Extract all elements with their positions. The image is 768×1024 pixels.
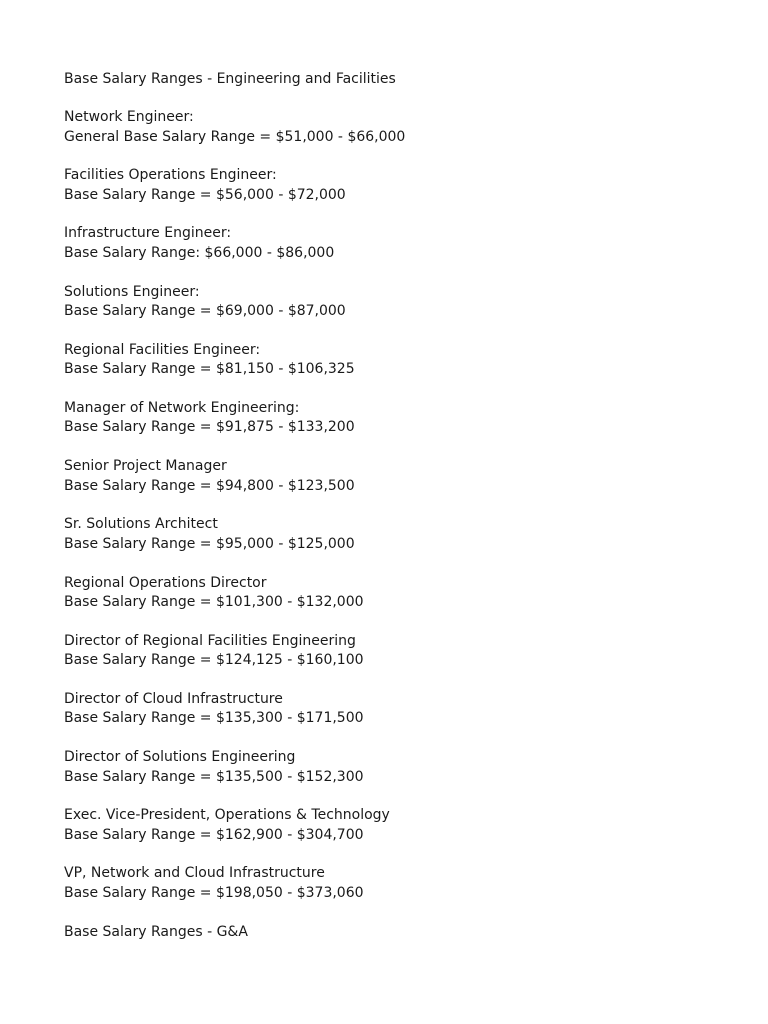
job-title: Sr. Solutions Architect [64, 516, 218, 533]
job-title: Director of Cloud Infrastructure [64, 690, 283, 707]
salary-range: General Base Salary Range = $51,000 - $66,000 [64, 128, 406, 145]
salary-entry [64, 341, 405, 399]
salary-range: Base Salary Range = $135,300 - $171,500 [64, 710, 364, 727]
salary-entry [64, 283, 405, 341]
salary-range: Base Salary Range = $124,125 - $160,100 [64, 652, 364, 669]
salary-entry [64, 457, 405, 515]
salary-entry [64, 632, 405, 690]
next-section-title: Base Salary Ranges - G&A [64, 924, 248, 940]
salary-range: Base Salary Range: $66,000 - $86,000 [64, 244, 335, 261]
salary-range: Base Salary Range = $95,000 - $125,000 [64, 535, 355, 552]
job-title: Solutions Engineer: [64, 283, 200, 300]
job-title: Senior Project Manager [64, 458, 227, 475]
salary-entry [64, 515, 405, 573]
document-title: Base Salary Ranges - Engineering and Facilities [64, 71, 396, 87]
salary-entry [64, 166, 405, 224]
salary-entry [64, 574, 405, 632]
salary-entry [64, 806, 405, 864]
job-title: Network Engineer: [64, 109, 194, 125]
job-title: Manager of Network Engineering: [64, 399, 300, 416]
salary-range: Base Salary Range = $94,800 - $123,500 [64, 477, 355, 494]
salary-range-list [64, 108, 405, 923]
job-title: Regional Facilities Engineer: [64, 341, 261, 358]
job-title: VP, Network and Cloud Infrastructure [64, 865, 325, 882]
job-title: Facilities Operations Engineer: [64, 167, 277, 184]
job-title: Director of Solutions Engineering [64, 749, 296, 766]
salary-range: Base Salary Range = $69,000 - $87,000 [64, 303, 346, 320]
salary-entry [64, 108, 405, 166]
job-title: Director of Regional Facilities Engineering [64, 632, 356, 649]
salary-range: Base Salary Range = $135,500 - $152,300 [64, 768, 364, 785]
job-title: Exec. Vice-President, Operations & Technology [64, 807, 390, 824]
salary-range: Base Salary Range = $162,900 - $304,700 [64, 826, 364, 843]
job-title: Regional Operations Director [64, 574, 267, 591]
salary-range: Base Salary Range = $56,000 - $72,000 [64, 186, 346, 203]
salary-entry [64, 690, 405, 748]
job-title: Infrastructure Engineer: [64, 225, 232, 242]
salary-entry [64, 864, 405, 922]
salary-range: Base Salary Range = $91,875 - $133,200 [64, 419, 355, 436]
salary-entry [64, 224, 405, 282]
salary-range: Base Salary Range = $81,150 - $106,325 [64, 361, 355, 378]
salary-entry [64, 748, 405, 806]
salary-range: Base Salary Range = $101,300 - $132,000 [64, 594, 364, 610]
salary-range: Base Salary Range = $198,050 - $373,060 [64, 884, 364, 901]
salary-entry [64, 399, 405, 457]
